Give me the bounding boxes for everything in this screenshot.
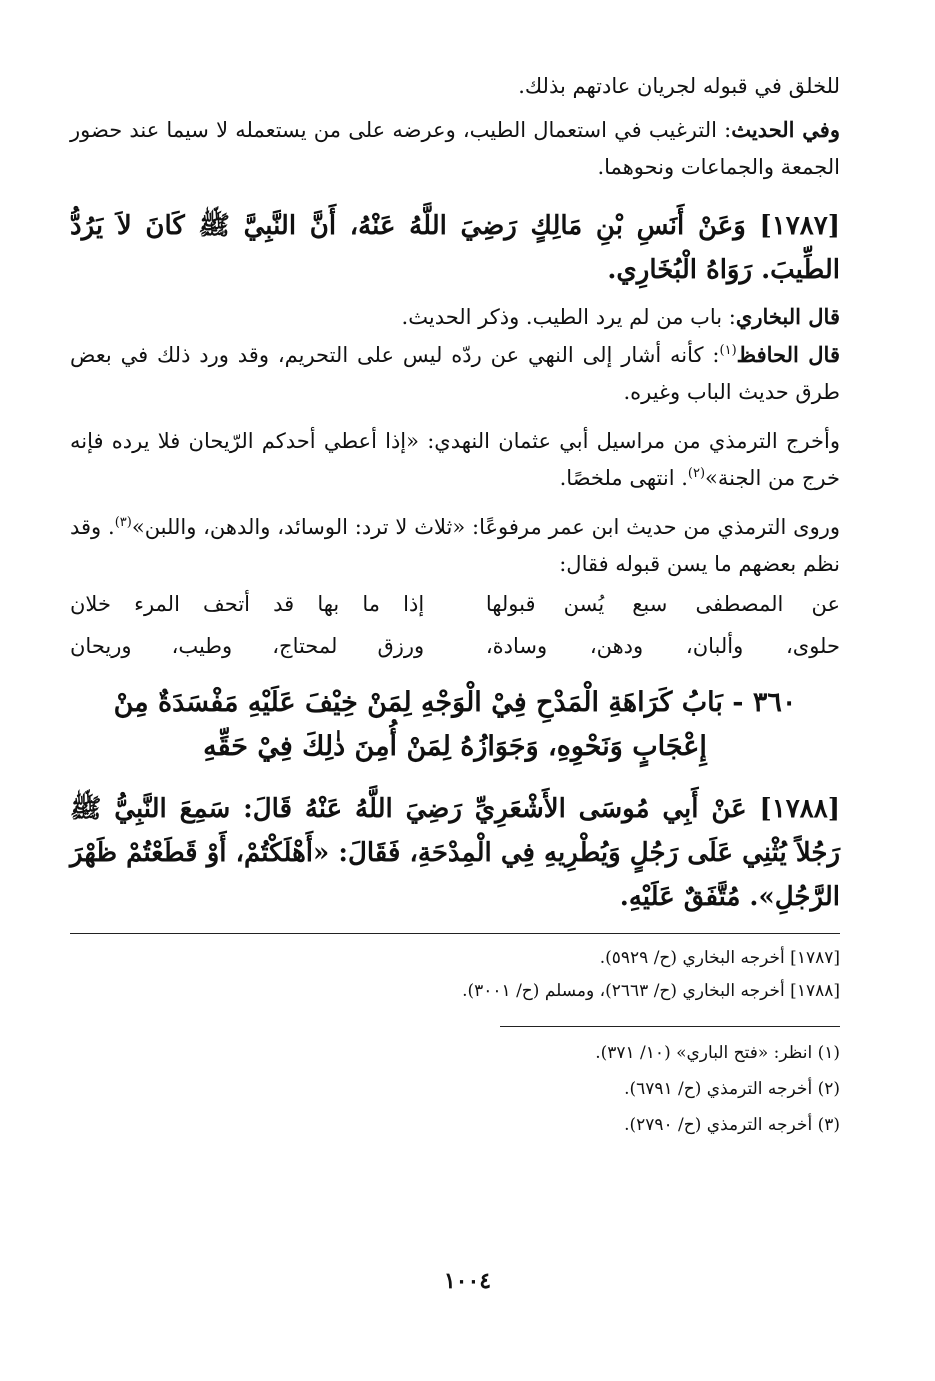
poem-hemistich-2b: ورزق لمحتاج، وطيب، وريحان — [70, 634, 425, 658]
footnote-ref-1: (١) — [719, 343, 737, 358]
takhrij-1787: [١٧٨٧] أخرجه البخاري (ح/ ٥٩٢٩). — [599, 948, 840, 968]
chapter-heading: ٣٦٠ - بَابُ كَرَاهَةِ الْمَدْحِ فِيْ الْوَجْهِ لِمَنْ خِيْفَ عَلَيْهِ مَفْسَدَةٌ مِنْ إِعْجَابٍ وَنَحْوِهِ، وَجَوَازُهُ لِمَنْ أُمِنَ ذٰلِكَ فِيْ حَقِّهِ — [113, 687, 797, 762]
text-tirmidhi-2-tail: . وقد نظم بعضهم ما يسن قبوله فقال: — [70, 515, 840, 576]
poem-hemistich-1a: عن المصطفى سبع يُسن قبولها — [485, 592, 840, 616]
paragraph-bukhari — [70, 298, 840, 336]
footnote-ref-2: (٢) — [687, 466, 706, 481]
footnotes-divider — [500, 1026, 840, 1027]
text-tirmidhi-2: وروى الترمذي من حديث ابن عمر مرفوعًا: «ثلاث لا ترد: الوسائد، والدهن، واللبن» — [131, 515, 840, 539]
paragraph-hafiz — [70, 336, 840, 411]
text-tirmidhi-1-tail: . انتهى ملخصًا. — [559, 466, 688, 490]
poem-hemistich-1b: إذا ما بها قد أتحف المرء خلان — [70, 592, 425, 616]
takhrij-divider — [70, 933, 840, 934]
page-body — [70, 68, 840, 1143]
label-hafiz: قال الحافظ — [736, 342, 840, 367]
footnote-3: (٣) أخرجه الترمذي (ح/ ٢٧٩٠). — [624, 1115, 840, 1135]
paragraph-tirmidhi-1 — [70, 423, 840, 497]
text-wa-fil-hadith: : الترغيب في استعمال الطيب، وعرضه على من يستعمله لا سيما عند حضور الجمعة والجماعات ونحوهما. — [70, 118, 840, 179]
footnote-ref-3: (٣) — [114, 515, 132, 530]
paragraph-tirmidhi-2 — [70, 509, 840, 583]
poem-hemistich-2a: حلوى، وألبان، ودهن، وسادة، — [485, 634, 840, 658]
label-bukhari: قال البخاري — [735, 304, 840, 329]
page-number: ١٠٠٤ — [443, 1268, 492, 1294]
hadith-1787: [١٧٨٧] وَعَنْ أَنَسِ بْنِ مَالِكٍ رَضِيَ اللَّهُ عَنْهُ، أَنَّ النَّبِيَّ ﷺ كَانَ لاَ يَرُدُّ الطِّيبَ. رَوَاهُ الْبُخَارِي. — [70, 211, 840, 285]
takhrij-1788: [١٧٨٨] أخرجه البخاري (ح/ ٢٦٦٣)، ومسلم (ح/ ٣٠٠١). — [462, 981, 840, 1001]
footnote-1: (١) انظر: «فتح الباري» (١٠/ ٣٧١). — [595, 1043, 840, 1063]
paragraph-continuation: للخلق في قبوله لجريان عادتهم بذلك. — [518, 74, 840, 98]
poem-line-1 — [70, 583, 840, 625]
paragraph-hadith-benefit — [70, 111, 840, 186]
hadith-1788: [١٧٨٨] عَنْ أَبِي مُوسَى الأَشْعَرِيِّ رَضِيَ اللَّهُ عَنْهُ قَالَ: سَمِعَ النَّبِيُّ ﷺ رَجُلاً يُثْنِي عَلَى رَجُلٍ وَيُطْرِيهِ فِي الْمِدْحَةِ، فَقَالَ: «أَهْلَكْتُمْ، أَوْ قَطَعْتُمْ ظَهْرَ الرَّجُلِ». مُتَّفَقٌ عَلَيْهِ. — [70, 794, 840, 912]
text-tirmidhi-1: وأخرج الترمذي من مراسيل أبي عثمان النهدي: «إذا أعطي أحدكم الرّيحان فلا يرده فإنه خرج من الجنة» — [70, 429, 840, 490]
poem-line-2 — [70, 625, 840, 667]
footnote-2: (٢) أخرجه الترمذي (ح/ ٦٧٩١). — [624, 1079, 840, 1099]
text-bukhari: : باب من لم يرد الطيب. وذكر الحديث. — [401, 305, 736, 329]
label-wa-fil-hadith: وفي الحديث — [731, 117, 840, 142]
text-hafiz: : كأنه أشار إلى النهي عن ردّه ليس على التحريم، وقد ورد ذلك في بعض طرق حديث الباب وغيره. — [70, 343, 840, 404]
